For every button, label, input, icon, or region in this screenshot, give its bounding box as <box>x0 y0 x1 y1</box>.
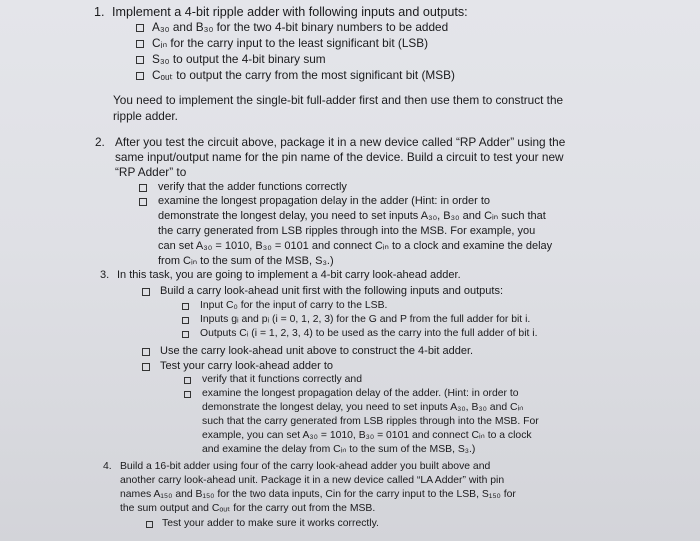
q3-use: Use the carry look-ahead unit above to construct the 4-bit adder. <box>160 345 474 357</box>
q4-line-2: another carry look-ahead unit. Package it in a new device called “LA Adder” with pin <box>120 475 505 486</box>
q2-checkbox-2[interactable] <box>139 198 147 206</box>
q2-item-2-line-3: the carry generated from LSB ripples through into the MSB. For example, you <box>158 225 536 237</box>
q2-item-2-line-4: can set A₃₀ = 1010, B₃₀ = 0101 and connect Cᵢₙ to a clock and examine the delay <box>158 240 553 252</box>
q1-item-3: S₃₀ to output the 4-bit binary sum <box>152 52 326 66</box>
q1-item-1: A₃₀ and B₃₀ for the two 4-bit binary numbers to be added <box>152 20 449 34</box>
q3-sub-checkbox-2[interactable] <box>182 317 189 324</box>
q3-test-2-line-3: such that the carry generated from LSB ripples through into the MSB. For <box>202 416 539 427</box>
q3-test-2-line-2: demonstrate the longest delay, you need to set inputs A₃₀, B₃₀ and Cᵢₙ <box>202 402 524 413</box>
q3-test: Test your carry look-ahead adder to <box>160 360 334 372</box>
q3-checkbox-test[interactable] <box>142 363 150 371</box>
q4-number: 4. <box>103 461 112 472</box>
q4-line-4: the sum output and Cₒᵤₜ for the carry out from the MSB. <box>120 503 376 514</box>
q2-item-1: verify that the adder functions correctly <box>158 181 347 193</box>
q2-intro-line-2: same input/output name for the pin name of the device. Build a circuit to test your new <box>115 150 564 164</box>
q1-number: 1. <box>94 5 105 19</box>
q4-line-1: Build a 16-bit adder using four of the carry look-ahead adder you built above and <box>120 461 491 472</box>
q3-sub-checkbox-3[interactable] <box>182 331 189 338</box>
q1-checkbox-1[interactable] <box>136 24 144 32</box>
q3-number: 3. <box>100 269 110 281</box>
q2-item-2-line-1: examine the longest propagation delay in the adder (Hint: in order to <box>158 195 491 207</box>
q1-checkbox-3[interactable] <box>136 56 144 64</box>
q2-intro-line-3: “RP Adder” to <box>115 165 187 179</box>
q3-test-2-line-5: and examine the delay from Cᵢₙ to the sum of the MSB, S₃.) <box>202 444 476 455</box>
q1-checkbox-4[interactable] <box>136 72 144 80</box>
q3-test-checkbox-2[interactable] <box>184 391 191 398</box>
q2-item-2-line-2: demonstrate the longest delay, you need to set inputs A₃₀, B₃₀ and Cᵢₙ such that <box>158 210 546 222</box>
q3-test-checkbox-1[interactable] <box>184 377 191 384</box>
q4-test: Test your adder to make sure it works correctly. <box>162 518 379 529</box>
q3-build: Build a carry look-ahead unit first with the following inputs and outputs: <box>160 285 504 297</box>
q3-sub-2: Inputs gᵢ and pᵢ (i = 0, 1, 2, 3) for the G and P from the full adder for bit i. <box>200 314 531 325</box>
q1-note-line-1: You need to implement the single-bit full-adder first and then use them to construct the <box>113 93 564 107</box>
q3-checkbox-build[interactable] <box>142 288 150 296</box>
q1-title: Implement a 4-bit ripple adder with following inputs and outputs: <box>112 5 468 19</box>
q3-checkbox-use[interactable] <box>142 348 150 356</box>
q1-item-4: Cₒᵤₜ to output the carry from the most significant bit (MSB) <box>152 68 455 82</box>
q3-test-2-line-4: example, you can set A₃₀ = 1010, B₃₀ = 0101 and connect Cᵢₙ to a clock <box>202 430 532 441</box>
q3-title: In this task, you are going to implement a 4-bit carry look-ahead adder. <box>117 269 461 281</box>
q1-checkbox-2[interactable] <box>136 40 144 48</box>
q1-note-line-2: ripple adder. <box>113 109 178 123</box>
q4-checkbox-test[interactable] <box>146 521 153 528</box>
q2-intro-line-1: After you test the circuit above, package it in a new device called “RP Adder” using the <box>115 135 566 149</box>
q2-number: 2. <box>95 135 105 149</box>
q3-sub-3: Outputs Cᵢ (i = 1, 2, 3, 4) to be used as the carry into the full adder of bit i. <box>200 328 538 339</box>
q3-test-2-line-1: examine the longest propagation delay of the adder. (Hint: in order to <box>202 388 519 399</box>
q3-sub-1: Input C₀ for the input of carry to the LSB. <box>200 300 388 311</box>
q1-item-2: Cᵢₙ for the carry input to the least significant bit (LSB) <box>152 36 429 50</box>
q3-test-1: verify that it functions correctly and <box>202 374 362 385</box>
q2-checkbox-1[interactable] <box>139 184 147 192</box>
q4-line-3: names A₁₅₀ and B₁₅₀ for the two data inputs, Cin for the carry input to the LSB, S₁₅₀ for <box>120 489 516 500</box>
q2-item-2-line-5: from Cᵢₙ to the sum of the MSB, S₃.) <box>158 255 334 267</box>
q3-sub-checkbox-1[interactable] <box>182 303 189 310</box>
